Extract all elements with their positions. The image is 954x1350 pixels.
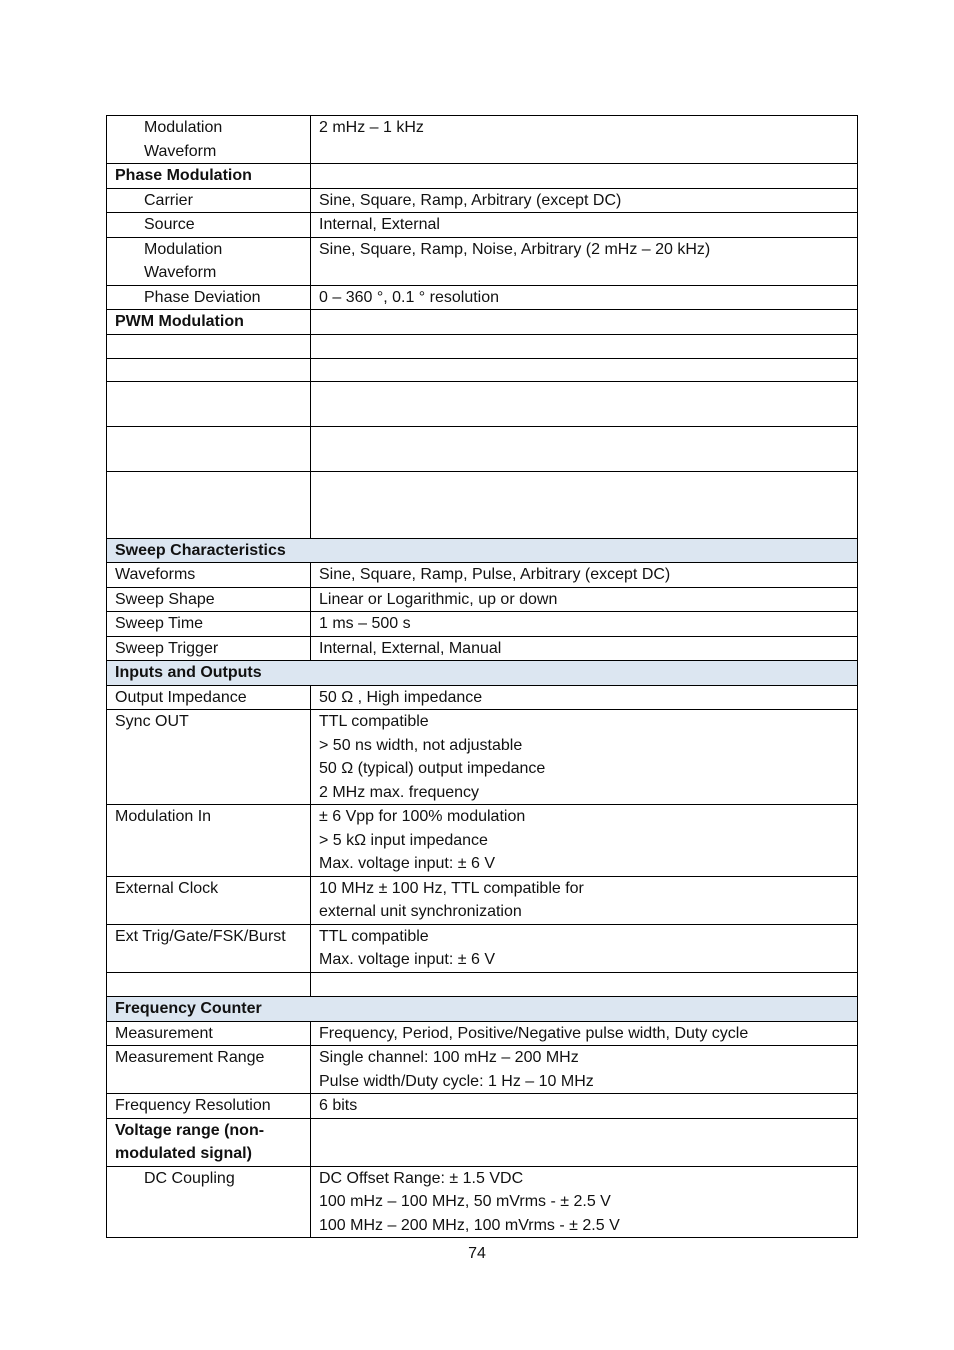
table-row <box>107 685 858 710</box>
spec-value <box>311 1021 858 1046</box>
spec-label-text: Waveform <box>144 142 217 160</box>
table-row <box>107 1094 858 1119</box>
spec-value <box>311 1094 858 1119</box>
spec-label-text: Phase Modulation <box>115 167 252 184</box>
spec-label <box>107 685 311 710</box>
spec-value-text: external unit synchronization <box>319 903 522 920</box>
spec-value <box>311 636 858 661</box>
spec-value <box>311 381 858 426</box>
spec-value-text: TTL compatible <box>319 713 429 730</box>
spec-value <box>311 805 858 877</box>
spec-label-text: Measurement Range <box>115 1049 265 1066</box>
spec-value-text: Max. voltage input: ± 6 V <box>319 951 495 968</box>
table-row <box>107 285 858 310</box>
table-row <box>107 164 858 189</box>
spec-label <box>107 1046 311 1094</box>
spec-value-text: 1 ms – 500 s <box>319 615 411 632</box>
spec-value-text: 2 mHz – 1 kHz <box>319 119 424 136</box>
spec-label-text: Output Impedance <box>115 688 247 706</box>
spec-label <box>107 805 311 877</box>
spec-value <box>311 1166 858 1238</box>
table-row <box>107 116 858 164</box>
table-row <box>107 805 858 877</box>
spec-label-text: Modulation <box>144 240 223 258</box>
page-number: 74 <box>468 1245 486 1262</box>
spec-label-text: Sync OUT <box>115 713 189 730</box>
spec-label-text: Modulation In <box>115 808 212 825</box>
spec-label <box>107 426 311 471</box>
spec-value <box>311 164 858 189</box>
spec-value-text: 0 – 360 °, 0.1 ° resolution <box>319 288 500 306</box>
spec-label-text: PWM Modulation <box>115 313 244 330</box>
spec-label-text: Waveform <box>144 264 217 281</box>
spec-value-text: 10 MHz ± 100 Hz, TTL compatible for <box>319 879 584 897</box>
spec-label <box>107 188 311 213</box>
spec-value-text: DC Offset Range: ± 1.5 VDC <box>319 1169 524 1187</box>
table-row <box>107 997 858 1022</box>
spec-value-text: 2 MHz max. frequency <box>319 783 480 801</box>
table-row <box>107 237 858 285</box>
spec-value-text: Sine, Square, Ramp, Arbitrary (except DC) <box>319 191 622 209</box>
spec-label-text: Sweep Shape <box>115 590 215 608</box>
spec-label-text: modulated signal) <box>115 1145 252 1162</box>
section-header-text: Sweep Characteristics <box>115 541 286 559</box>
spec-value <box>311 237 858 285</box>
spec-value-text: Sine, Square, Ramp, Pulse, Arbitrary (except DC) <box>319 566 671 583</box>
spec-label <box>107 924 311 972</box>
spec-label-text: Frequency Resolution <box>115 1097 271 1114</box>
section-header-text: Inputs and Outputs <box>115 664 262 681</box>
table-row <box>107 876 858 924</box>
spec-label-text: DC Coupling <box>144 1169 235 1187</box>
table-row <box>107 1166 858 1238</box>
spec-value <box>311 188 858 213</box>
spec-label <box>107 1021 311 1046</box>
section-header <box>107 538 858 563</box>
table-row <box>107 612 858 637</box>
spec-value <box>311 116 858 164</box>
spec-value-text: 100 MHz – 200 MHz, 100 mVrms - ± 2.5 V <box>319 1216 620 1234</box>
spec-label <box>107 1094 311 1119</box>
spec-label <box>107 213 311 238</box>
spec-value <box>311 471 858 538</box>
spec-value <box>311 685 858 710</box>
spec-value <box>311 1046 858 1094</box>
section-header <box>107 997 858 1022</box>
spec-label-text: Modulation <box>144 119 223 136</box>
table-row <box>107 924 858 972</box>
spec-label-text: Measurement <box>115 1024 213 1042</box>
spec-label-text: Sweep Time <box>115 615 204 632</box>
spec-value-text: 50 Ω (typical) output impedance <box>319 760 546 777</box>
spec-value-text: TTL compatible <box>319 927 429 945</box>
spec-value-text: Pulse width/Duty cycle: 1 Hz – 10 MHz <box>319 1072 594 1090</box>
table-row <box>107 972 858 997</box>
spec-label <box>107 285 311 310</box>
table-row <box>107 426 858 471</box>
spec-label <box>107 612 311 637</box>
spec-label <box>107 636 311 661</box>
spec-value-text: > 5 kΩ input impedance <box>319 831 488 849</box>
spec-value <box>311 876 858 924</box>
spec-value <box>311 213 858 238</box>
spec-value <box>311 924 858 972</box>
spec-value <box>311 612 858 637</box>
spec-value <box>311 285 858 310</box>
table-row <box>107 381 858 426</box>
spec-label <box>107 972 311 997</box>
spec-label-text: Waveforms <box>115 566 196 583</box>
spec-value <box>311 358 858 381</box>
table-row <box>107 563 858 588</box>
spec-label <box>107 237 311 285</box>
table-row <box>107 661 858 686</box>
spec-value-text: Max. voltage input: ± 6 V <box>319 855 495 872</box>
table-row <box>107 636 858 661</box>
spec-label <box>107 164 311 189</box>
table-row <box>107 310 858 335</box>
spec-value <box>311 310 858 335</box>
spec-value-text: Internal, External, Manual <box>319 639 502 657</box>
table-row <box>107 538 858 563</box>
spec-table <box>106 115 858 1238</box>
spec-label-text: Ext Trig/Gate/FSK/Burst <box>115 927 286 945</box>
spec-label <box>107 876 311 924</box>
spec-label <box>107 1118 311 1166</box>
spec-value-text: Internal, External <box>319 216 440 233</box>
table-row <box>107 1118 858 1166</box>
table-row <box>107 710 858 805</box>
table-row <box>107 1046 858 1094</box>
table-row <box>107 587 858 612</box>
section-header <box>107 661 858 686</box>
table-row <box>107 334 858 358</box>
spec-label <box>107 116 311 164</box>
spec-value <box>311 1118 858 1166</box>
spec-value <box>311 587 858 612</box>
spec-label <box>107 310 311 335</box>
spec-value-text: Frequency, Period, Positive/Negative pulse width, Duty cycle <box>319 1024 749 1042</box>
spec-value-text: ± 6 Vpp for 100% modulation <box>319 808 526 825</box>
spec-label <box>107 563 311 588</box>
spec-value-text: Linear or Logarithmic, up or down <box>319 590 558 608</box>
spec-value <box>311 972 858 997</box>
spec-label-text: Carrier <box>144 191 193 209</box>
spec-label-text: Source <box>144 216 195 233</box>
spec-value <box>311 563 858 588</box>
spec-value-text: 50 Ω , High impedance <box>319 688 483 706</box>
spec-label-text: Sweep Trigger <box>115 639 219 657</box>
spec-label <box>107 1166 311 1238</box>
spec-label-text: External Clock <box>115 879 219 897</box>
section-header-text: Frequency Counter <box>115 1000 262 1017</box>
spec-value-text: Single channel: 100 mHz – 200 MHz <box>319 1049 579 1066</box>
table-row <box>107 188 858 213</box>
table-row <box>107 213 858 238</box>
spec-value <box>311 426 858 471</box>
spec-label <box>107 334 311 358</box>
table-row <box>107 358 858 381</box>
spec-label <box>107 471 311 538</box>
spec-label <box>107 358 311 381</box>
spec-value-text: Sine, Square, Ramp, Noise, Arbitrary (2 mHz – 20 kHz) <box>319 240 711 258</box>
spec-label <box>107 710 311 805</box>
spec-label-text: Phase Deviation <box>144 288 261 306</box>
spec-label <box>107 587 311 612</box>
spec-value-text: > 50 ns width, not adjustable <box>319 736 523 754</box>
table-row <box>107 471 858 538</box>
spec-label-text: Voltage range (non- <box>115 1121 265 1139</box>
table-row <box>107 1021 858 1046</box>
spec-value <box>311 710 858 805</box>
spec-value-text: 100 mHz – 100 MHz, 50 mVrms - ± 2.5 V <box>319 1193 611 1210</box>
spec-value <box>311 334 858 358</box>
spec-value-text: 6 bits <box>319 1097 358 1114</box>
spec-label <box>107 381 311 426</box>
